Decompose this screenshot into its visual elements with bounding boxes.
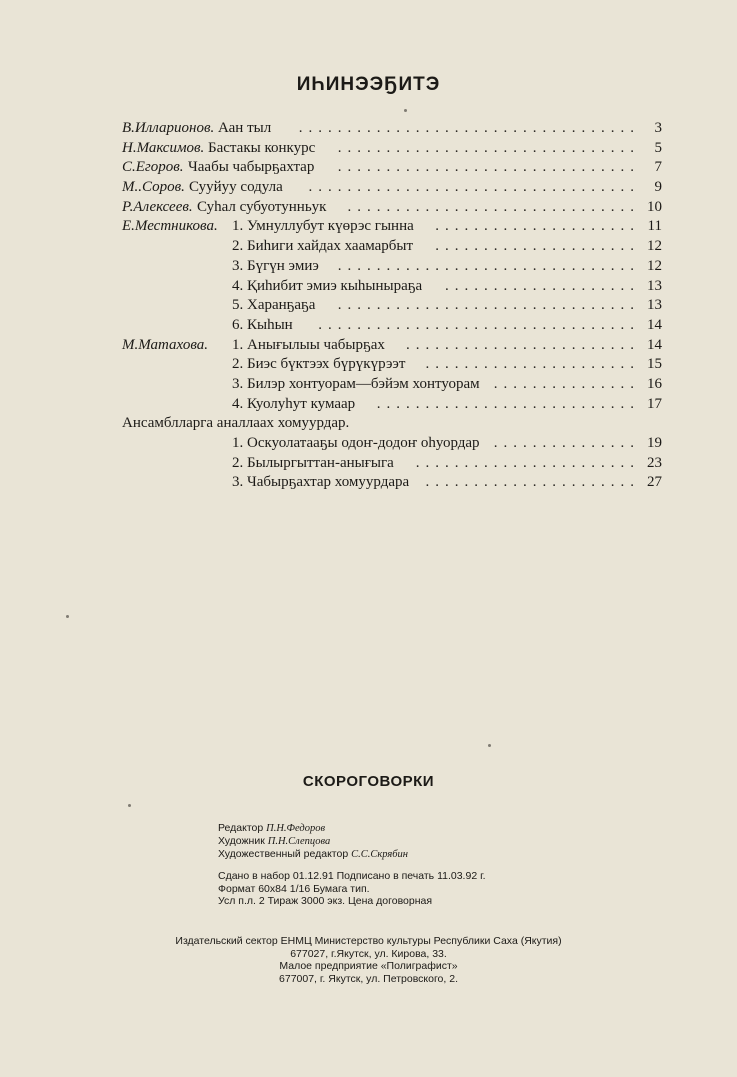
toc-row — [122, 375, 662, 395]
leader-dots: .............................. — [347, 198, 640, 215]
leader-dots: ........................... — [376, 395, 640, 412]
toc-row — [122, 395, 662, 415]
toc-row — [122, 316, 662, 336]
publisher-info — [0, 935, 737, 985]
toc-entry-title: 1. Анығылыы чабырҕах — [232, 336, 385, 353]
paper-speck — [128, 804, 131, 807]
toc-entry-title: 3. Бүгүн эмиэ — [232, 257, 319, 274]
toc-entry-title: 6. Кыһын — [232, 316, 293, 333]
toc-row — [122, 414, 662, 434]
toc-page-number: 15 — [647, 356, 662, 373]
leader-dots: ...................... — [425, 356, 640, 373]
toc-entry-title: Сууйуу содула — [189, 179, 283, 196]
toc-entry-title: 5. Харанҕаҕа — [232, 297, 316, 314]
table-of-contents — [122, 119, 662, 493]
toc-title: ИҺИНЭЭҔИТЭ — [296, 74, 441, 95]
imprint-line: Формат 60х84 1/16 Бумага тип. — [218, 882, 370, 895]
leader-dots: ............................... — [337, 159, 640, 176]
credits — [218, 822, 408, 861]
leader-dots: ............................... — [337, 257, 640, 274]
publisher-line: 677027, г.Якутск, ул. Кирова, 33. — [290, 947, 447, 960]
paper-speck — [66, 615, 69, 618]
toc-entry-title: Бастакы конкурс — [208, 139, 316, 156]
publisher-line: 677007, г. Якутск, ул. Петровского, 2. — [279, 972, 458, 985]
toc-page-number: 14 — [647, 316, 662, 333]
leader-dots: ............................... — [337, 297, 640, 314]
imprint-line: Сдано в набор 01.12.91 Подписано в печать 11.03.92 г. — [218, 870, 486, 882]
toc-row — [122, 158, 662, 178]
leader-dots: ................................... — [298, 120, 640, 136]
toc-page-number: 23 — [647, 454, 662, 471]
toc-row — [122, 237, 662, 257]
toc-author: В.Илларионов. — [122, 120, 215, 136]
paper-speck — [404, 109, 407, 112]
leader-dots: ................................. — [318, 316, 640, 333]
toc-entry-title: 2. Былыргыттан-анығыга — [232, 454, 394, 471]
publisher-line: Издательский сектор ЕНМЦ Министерство культуры Республики Саха (Якутия) — [175, 935, 562, 947]
credit-line: Художественный редактор С.С.Скрябин — [218, 848, 408, 860]
leader-dots: ............... — [493, 435, 640, 451]
leader-dots: ............... — [493, 375, 640, 392]
imprint — [218, 870, 486, 908]
toc-row — [122, 336, 662, 356]
leader-dots: .................................. — [308, 179, 640, 196]
publisher-line: Малое предприятие «Полиграфист» — [279, 960, 458, 972]
toc-page-number: 19 — [647, 435, 662, 451]
toc-page-number: 10 — [647, 198, 662, 215]
toc-row — [122, 139, 662, 159]
toc-author: Р.Алексеев. — [122, 198, 193, 215]
toc-page-number: 17 — [647, 395, 662, 412]
toc-page-number: 7 — [654, 159, 662, 176]
toc-page-number: 13 — [647, 277, 662, 294]
toc-page-number: 12 — [647, 238, 662, 255]
toc-entry-title: 3. Билэр хонтуорам—бэйэм хонтуорам — [232, 375, 480, 392]
toc-row — [122, 454, 662, 474]
toc-page-number: 5 — [654, 139, 662, 156]
leader-dots: ..................... — [435, 218, 640, 235]
toc-page-number: 12 — [647, 257, 662, 274]
toc-page-number: 3 — [654, 120, 662, 136]
leader-dots: ....................... — [415, 454, 640, 471]
toc-row — [122, 296, 662, 316]
toc-page-number: 27 — [647, 474, 662, 491]
book-title: СКОРОГОВОРКИ — [302, 773, 435, 790]
credit-line: Редактор П.Н.Федоров — [218, 822, 326, 834]
toc-author: М..Соров. — [122, 179, 185, 196]
toc-entry-title: Аан тыл — [218, 120, 272, 136]
toc-page-number: 14 — [647, 336, 662, 353]
leader-dots: ...................... — [425, 474, 640, 491]
toc-row — [122, 257, 662, 277]
toc-row — [122, 178, 662, 198]
leader-dots: .................... — [445, 277, 640, 294]
leader-dots: ........................ — [406, 336, 640, 353]
toc-row — [122, 355, 662, 375]
toc-entry-title: 1. Умнуллубут күөрэс гынна — [232, 218, 414, 235]
toc-row — [122, 473, 662, 493]
toc-entry-title: 1. Оскуолатааҕы одоҥ-додоҥ оһуордар — [232, 435, 480, 451]
toc-entry-title: 2. Биһиги хайдах хаамарбыт — [232, 238, 414, 255]
toc-entry-title: Суһал субуотунньук — [197, 198, 327, 215]
leader-dots: ..................... — [435, 238, 640, 255]
leader-dots: ............................... — [337, 139, 640, 156]
toc-entry-title: 3. Чабырҕахтар хомуурдара — [232, 474, 410, 491]
credit-line: Художник П.Н.Слепцова — [218, 835, 331, 847]
toc-row — [122, 119, 662, 139]
toc-row — [122, 217, 662, 237]
toc-author: Н.Максимов. — [122, 139, 205, 156]
toc-page-number: 9 — [654, 179, 662, 196]
toc-entry-title: Чаабы чабырҕахтар — [188, 159, 315, 176]
toc-page-number: 11 — [647, 218, 662, 235]
toc-entry-title: 4. Куолуһут кумаар — [232, 395, 356, 412]
toc-page-number: 16 — [647, 375, 662, 392]
toc-entry-title: 2. Биэс бүктээх бүрүкүрээт — [232, 356, 406, 373]
toc-row — [122, 198, 662, 218]
toc-row — [122, 434, 662, 454]
paper-speck — [488, 744, 491, 747]
toc-author: С.Егоров. — [122, 159, 184, 176]
toc-row — [122, 277, 662, 297]
toc-entry-title: Ансамблларга аналлаах хомуурдар. — [122, 415, 350, 432]
toc-author: Е.Местникова. — [122, 218, 218, 235]
toc-page-number: 13 — [647, 297, 662, 314]
toc-entry-title: 4. Қиһибит эмиэ кыһыныраҕа — [232, 277, 423, 294]
imprint-line: Усл п.л. 2 Тираж 3000 экз. Цена договорная — [218, 895, 433, 907]
toc-author: М.Матахова. — [122, 336, 208, 353]
